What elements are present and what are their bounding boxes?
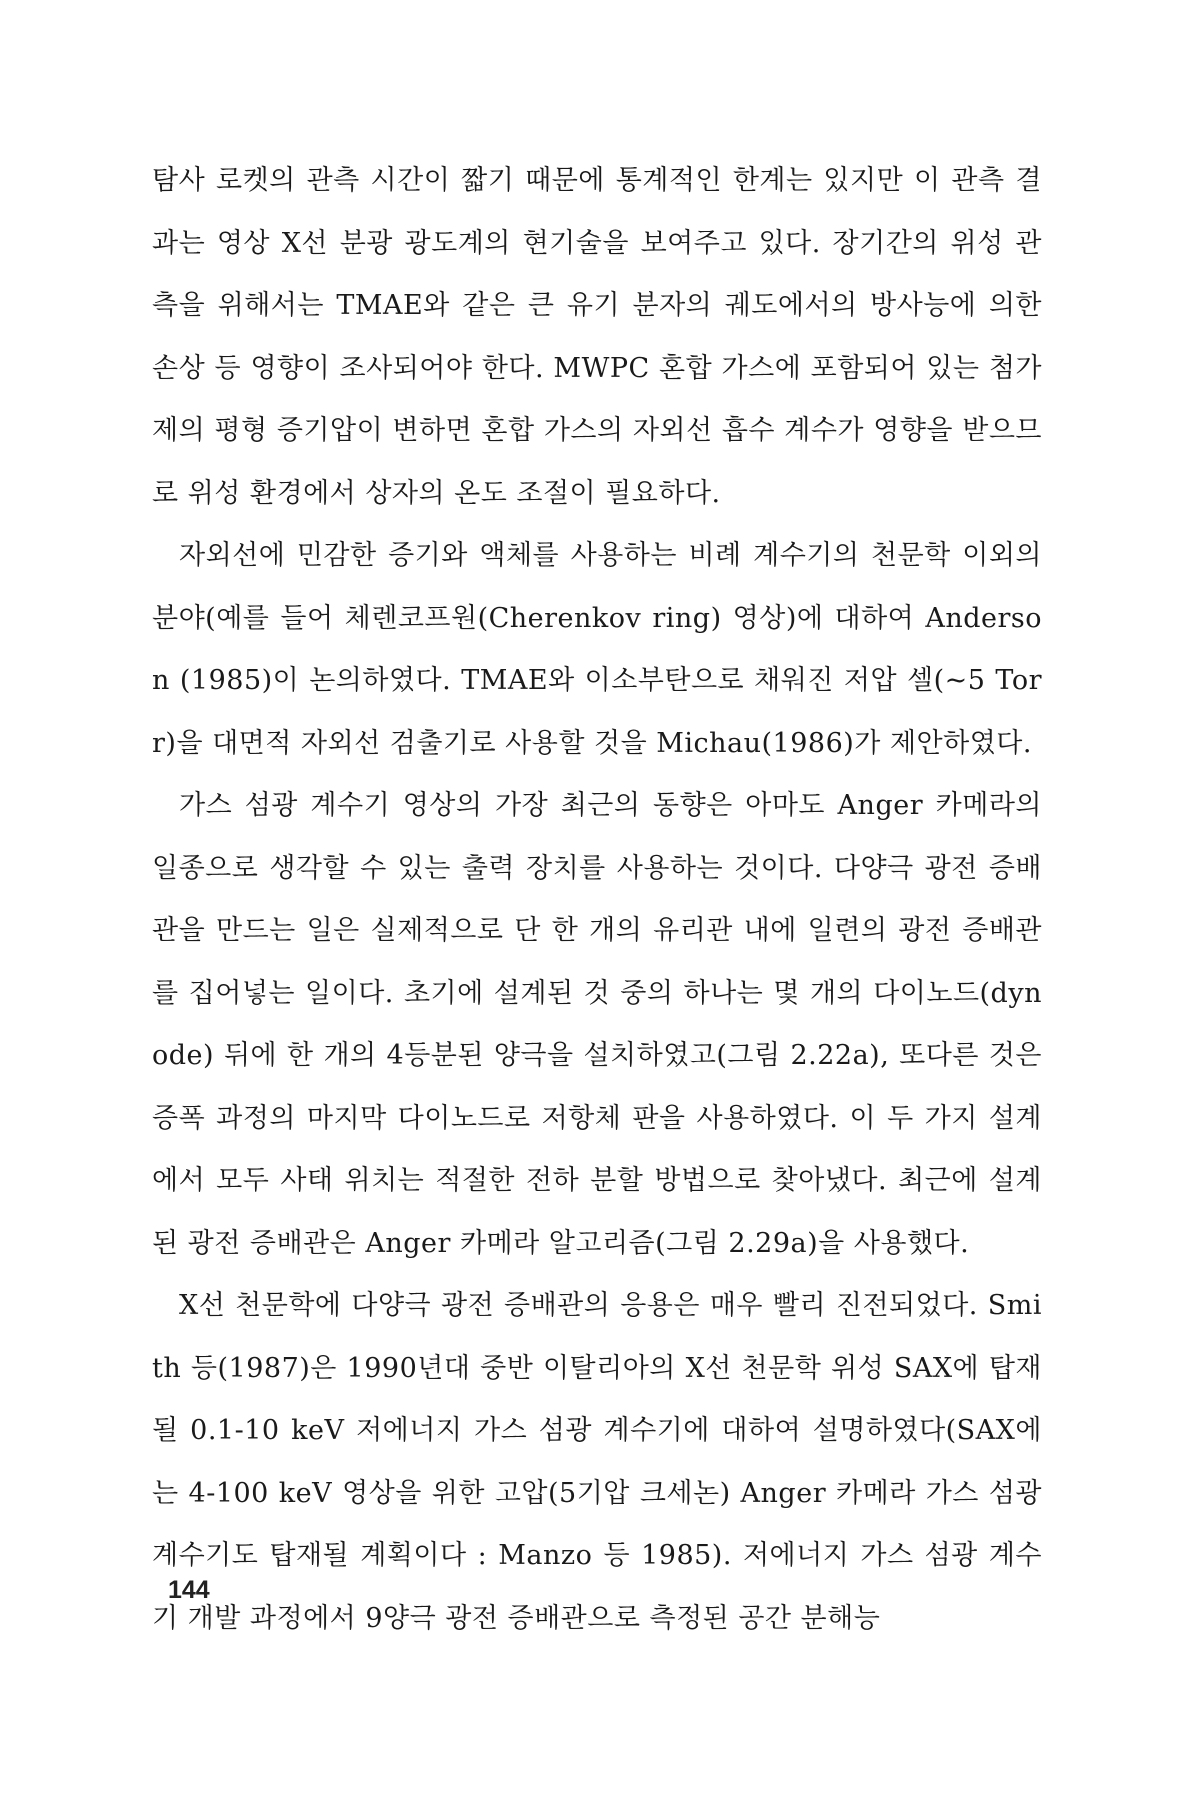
paragraph-1: 탐사 로켓의 관측 시간이 짧기 때문에 통계적인 한계는 있지만 이 관측 결과는 영상 X선 분광 광도계의 현기술을 보여주고 있다. 장기간의 위성 관측을 위해서는 TMAE와 같은 큰 유기 분자의 궤도에서의 방사능에 의한 손상 등 영향이 조사되어야 한다. MWPC 혼합 가스에 포함되어 있는 첨가제의 평형 증기압이 변하면 혼합 가스의 자외선 흡수 계수가 영향을 받으므로 위성 환경에서 상자의 온도 조절이 필요하다. <box>152 165 1042 509</box>
paragraph-3: 가스 섬광 계수기 영상의 가장 최근의 동향은 아마도 Anger 카메라의 일종으로 생각할 수 있는 출력 장치를 사용하는 것이다. 다양극 광전 증배관을 만드는 일은 실제적으로 단 한 개의 유리관 내에 일련의 광전 증배관를 집어넣는 일이다. 초기에 설계된 것 중의 하나는 몇 개의 다이노드(dynode) 뒤에 한 개의 4등분된 양극을 설치하였고(그림 2.22a), 또다른 것은 증폭 과정의 마지막 다이노드로 저항체 판을 사용하였다. 이 두 가지 설계에서 모두 사태 위치는 적절한 전하 분할 방법으로 찾아냈다. 최근에 설계된 광전 증배관은 Anger 카메라 알고리즘(그림 2.29a)을 사용했다. <box>152 790 1042 1259</box>
page-number: 144 <box>168 1576 210 1604</box>
body-text <box>152 150 1042 1650</box>
paragraph-2: 자외선에 민감한 증기와 액체를 사용하는 비례 계수기의 천문학 이외의 분야(예를 들어 체렌코프원(Cherenkov ring) 영상)에 대하여 Anderson (1985)이 논의하였다. TMAE와 이소부탄으로 채워진 저압 셀(~5 Torr)을 대면적 자외선 검출기로 사용할 것을 Michau(1986)가 제안하였다. <box>152 540 1042 759</box>
paragraph-4: X선 천문학에 다양극 광전 증배관의 응용은 매우 빨리 진전되었다. Smith 등(1987)은 1990년대 중반 이탈리아의 X선 천문학 위성 SAX에 탑재될 0.1-10 keV 저에너지 가스 섬광 계수기에 대하여 설명하였다(SAX에는 4-100 keV 영상을 위한 고압(5기압 크세논) Anger 카메라 가스 섬광 계수기도 탑재될 계획이다 : Manzo 등 1985). 저에너지 가스 섬광 계수기 개발 과정에서 9양극 광전 증배관으로 측정된 공간 분해능 <box>152 1290 1042 1634</box>
